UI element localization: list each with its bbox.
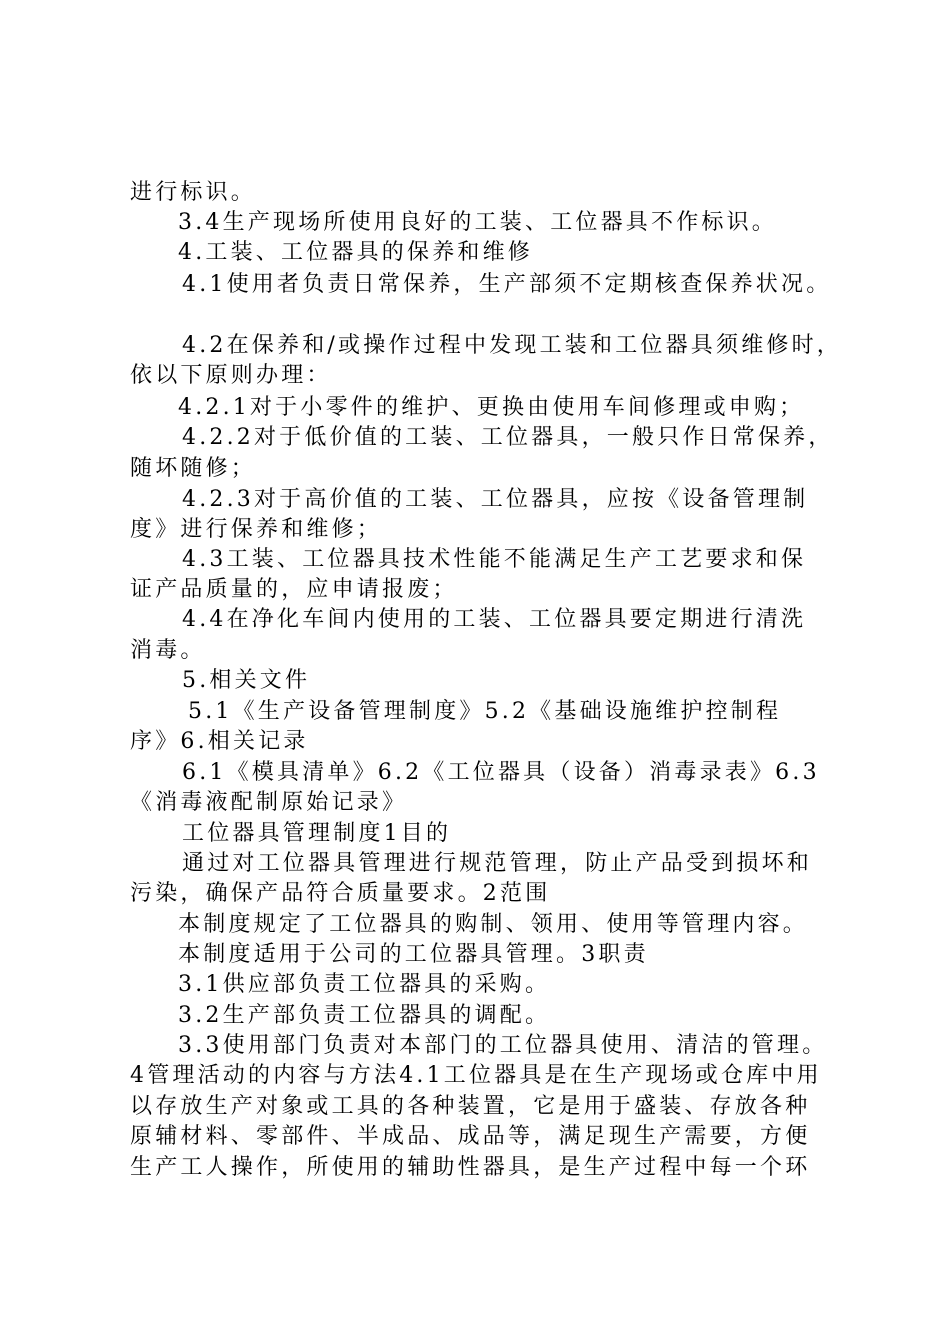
text-line: 4.4在净化车间内使用的工装、工位器具要定期进行清洗 xyxy=(182,607,807,632)
text-line: 工位器具管理制度1目的 xyxy=(182,821,452,846)
text-line: 3.3使用部门负责对本部门的工位器具使用、清洁的管理。 xyxy=(178,1033,828,1058)
text-line: 4.2.3对于高价值的工装、工位器具，应按《设备管理制 xyxy=(182,487,809,512)
text-line: 4.2.1对于小零件的维护、更换由使用车间修理或申购； xyxy=(178,395,805,420)
text-line: 5.1《生产设备管理制度》5.2《基础设施维护控制程 xyxy=(188,699,782,724)
text-line: 4.2在保养和/或操作过程中发现工装和工位器具须维修时， xyxy=(182,333,843,358)
text-line: 以存放生产对象或工具的各种装置，它是用于盛装、存放各种 xyxy=(130,1094,811,1119)
text-line: 随坏随修； xyxy=(130,456,257,481)
text-line: 本制度规定了工位器具的购制、领用、使用等管理内容。 xyxy=(178,912,809,937)
text-line: 本制度适用于公司的工位器具管理。3职责 xyxy=(178,942,649,967)
text-line: 3.2生产部负责工位器具的调配。 xyxy=(178,1003,551,1028)
text-line: 通过对工位器具管理进行规范管理，防止产品受到损坏和 xyxy=(182,851,813,876)
text-line: 《消毒液配制原始记录》 xyxy=(130,790,408,815)
text-line: 原辅材料、零部件、半成品、成品等，满足现生产需要，方便 xyxy=(130,1124,811,1149)
text-line: 4.3工装、工位器具技术性能不能满足生产工艺要求和保 xyxy=(182,547,807,572)
text-line: 4.1使用者负责日常保养，生产部须不定期核查保养状况。 xyxy=(182,272,832,297)
text-line: 消毒。 xyxy=(130,638,206,663)
text-line: 进行标识。 xyxy=(130,180,257,205)
text-line: 3.4生产现场所使用良好的工装、工位器具不作标识。 xyxy=(178,210,777,235)
text-line: 生产工人操作，所使用的辅助性器具，是生产过程中每一个环 xyxy=(130,1155,811,1180)
text-line: 3.1供应部负责工位器具的采购。 xyxy=(178,972,551,997)
text-line: 6.1《模具清单》6.2《工位器具（设备）消毒录表》6.3 xyxy=(182,760,820,785)
section-heading: 4.工装、工位器具的保养和维修 xyxy=(178,240,533,265)
text-line: 证产品质量的，应申请报废； xyxy=(130,577,458,602)
text-line: 4管理活动的内容与方法4.1工位器具是在生产现场或仓库中用 xyxy=(130,1063,822,1088)
text-line: 4.2.2对于低价值的工装、工位器具，一般只作日常保养， xyxy=(182,425,834,450)
text-line: 依以下原则办理： xyxy=(130,363,332,388)
section-heading: 5.相关文件 xyxy=(182,668,311,693)
text-line: 污染，确保产品符合质量要求。2范围 xyxy=(130,881,551,906)
text-line: 度》进行保养和维修； xyxy=(130,517,383,542)
text-line: 序》6.相关记录 xyxy=(130,729,309,754)
